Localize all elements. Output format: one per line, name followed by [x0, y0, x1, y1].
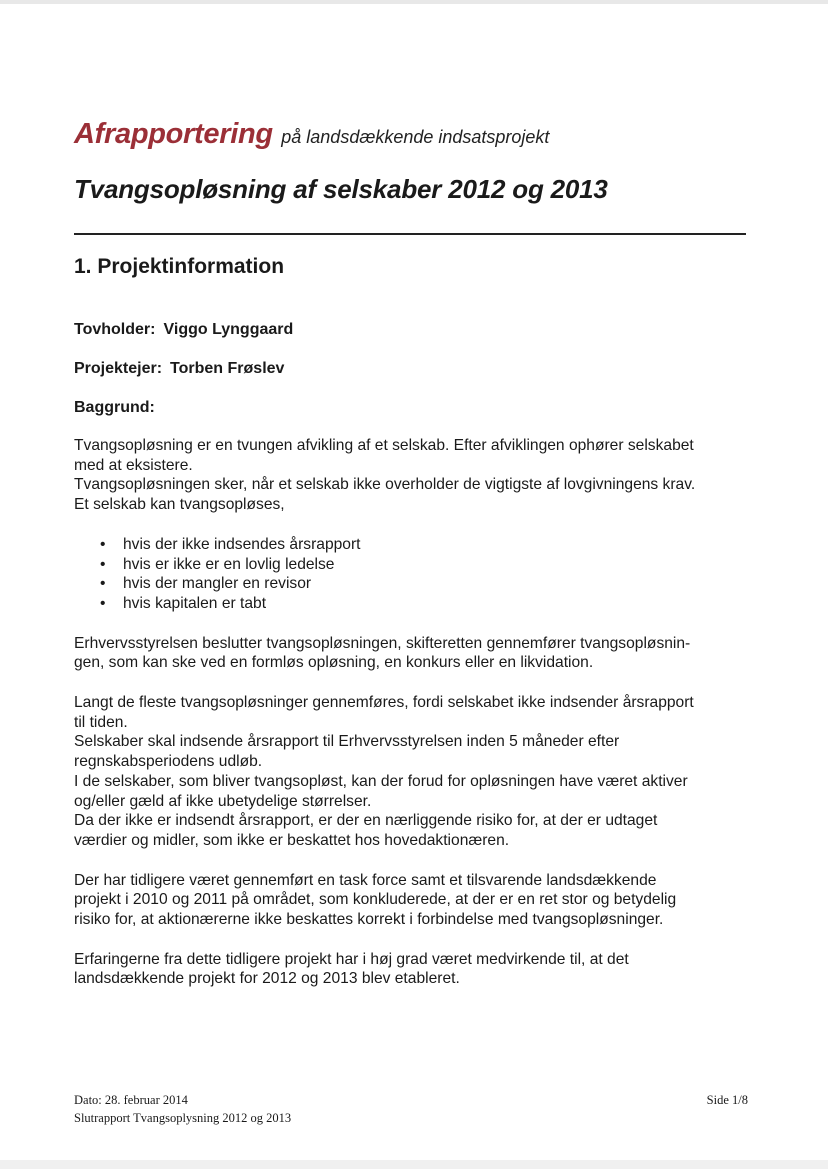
paragraph-decision	[74, 634, 754, 673]
document-title: Tvangsopløsning af selskaber 2012 og 2013	[74, 174, 608, 204]
text-line: regnskabsperiodens udløb.	[74, 753, 263, 771]
text-line: Selskaber skal indsende årsrapport til Erhvervsstyrelsen inden 5 måneder efter	[74, 733, 620, 751]
list-item: • hvis der ikke indsendes årsrapport	[100, 535, 361, 553]
section-heading: 1. Projektinformation	[74, 255, 285, 278]
scan-edge-top	[0, 0, 828, 4]
header-subtitle: på landsdækkende indsatsprojekt	[281, 127, 550, 147]
paragraph-history	[74, 871, 754, 930]
text-line: Tvangsopløsning er en tvungen afvikling af et selskab. Efter afviklingen ophører selskabet	[74, 437, 694, 454]
scan-edge-bottom	[0, 1160, 828, 1169]
text-line: værdier og midler, som ikke er beskattet hos hovedaktionæren.	[74, 831, 510, 849]
body-text	[74, 436, 754, 989]
brand-heading: Afrapportering	[74, 118, 273, 150]
text-line: med at eksistere.	[74, 456, 193, 474]
text-line: til tiden.	[74, 713, 128, 731]
baggrund-label: Baggrund:	[74, 399, 155, 416]
text-line: Da der ikke er indsendt årsrapport, er der en nærliggende risiko for, at der er udtaget	[74, 812, 658, 830]
list-item: • hvis der mangler en revisor	[100, 575, 312, 593]
text-line: Der har tidligere været gennemført en task force samt et tilsvarende landsdækkende	[74, 871, 657, 889]
text-line: Erfaringerne fra dette tidligere projekt har i høj grad været medvirkende til, at det	[74, 950, 629, 968]
text-line: projekt i 2010 og 2011 på området, som konkluderede, at der er en ret stor og betydelig	[74, 891, 677, 909]
footer-page-number: Side 1/8	[706, 1093, 748, 1107]
bullet-icon: •	[100, 535, 106, 553]
paragraph-experience	[74, 950, 754, 989]
projektejer-row	[74, 360, 284, 378]
paragraph-definition	[74, 436, 754, 515]
bullet-icon: •	[100, 555, 106, 573]
text-line: Erhvervsstyrelsen beslutter tvangsopløsningen, skifteretten gennemfører tvangsopløsnin-	[74, 634, 691, 652]
criteria-list	[74, 535, 754, 614]
tovholder-label: Tovholder:	[74, 321, 156, 338]
projektejer-value: Torben Frøslev	[170, 360, 285, 377]
text-line: og/eller gæld af ikke ubetydelige størrelser.	[74, 792, 372, 810]
footer-report-name: Slutrapport Tvangsoplysning 2012 og 2013	[74, 1111, 292, 1125]
footer-left	[74, 1091, 291, 1127]
projektejer-label: Projektejer:	[74, 360, 163, 377]
tovholder-value: Viggo Lynggaard	[163, 321, 294, 338]
tovholder-row	[74, 321, 293, 339]
list-item: • hvis er ikke er en lovlig ledelse	[100, 555, 335, 573]
text-line: gen, som kan ske ved en formløs opløsning, en konkurs eller en likvidation.	[74, 654, 594, 672]
bullet-icon: •	[100, 575, 106, 593]
footer-date: Dato: 28. februar 2014	[74, 1093, 188, 1107]
report-header	[74, 118, 549, 151]
text-line: landsdækkende projekt for 2012 og 2013 blev etableret.	[74, 970, 460, 988]
text-line: Tvangsopløsningen sker, når et selskab ikke overholder de vigtigste af lovgivningens krav.	[74, 476, 696, 494]
paragraph-reasons	[74, 693, 754, 851]
text-line: Langt de fleste tvangsopløsninger gennemføres, fordi selskabet ikke indsender årsrapport	[74, 694, 694, 712]
text-line: I de selskaber, som bliver tvangsopløst, kan der forud for opløsningen have været aktiver	[74, 772, 688, 790]
list-item: • hvis kapitalen er tabt	[100, 594, 267, 612]
text-line: Et selskab kan tvangsopløses,	[74, 496, 285, 514]
text-line: risiko for, at aktionærerne ikke beskattes korrekt i forbindelse med tvangsopløsninger.	[74, 911, 664, 929]
bullet-icon: •	[100, 594, 106, 612]
title-divider	[74, 233, 746, 235]
